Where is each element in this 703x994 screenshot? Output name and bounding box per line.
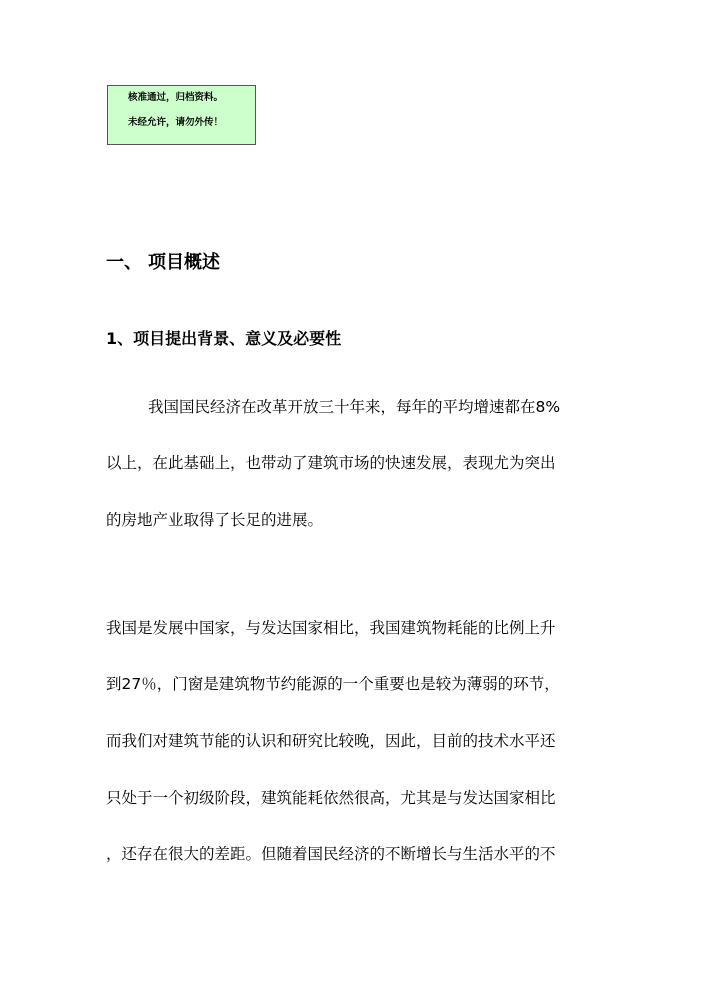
section-title: 项目概述 [148,252,220,273]
paragraph-line: 我国是发展中国家，与发达国家相比，我国建筑物耗能的比例上升 [106,619,556,637]
stamp-approved-text: 核准通过，归档资料。 [128,92,224,103]
paragraph-line: 以上，在此基础上，也带动了建筑市场的快速发展，表现尤为突出 [106,454,556,472]
section-number: 一、 [106,252,142,273]
subsection-heading: 1、项目提出背景、意义及必要性 [106,329,342,348]
paragraph-line: 的房地产业取得了长足的进展。 [106,511,324,529]
paragraph-line: 而我们对建筑节能的认识和研究比较晚，因此，目前的技术水平还 [106,732,556,750]
section-heading [106,251,220,275]
paragraph-line: 只处于一个初级阶段，建筑能耗依然很高，尤其是与发达国家相比 [106,789,556,807]
stamp-confidential-text: 未经允许，请勿外传！ [128,117,224,128]
paragraph-line: 到27％，门窗是建筑物节约能源的一个重要也是较为薄弱的环节， [106,675,560,693]
paragraph-line: ，还存在很大的差距。但随着国民经济的不断增长与生活水平的不 [106,845,556,863]
approval-stamp [107,85,256,145]
paragraph-line: 我国国民经济在改革开放三十年来，每年的平均增速都在8% [148,398,561,416]
